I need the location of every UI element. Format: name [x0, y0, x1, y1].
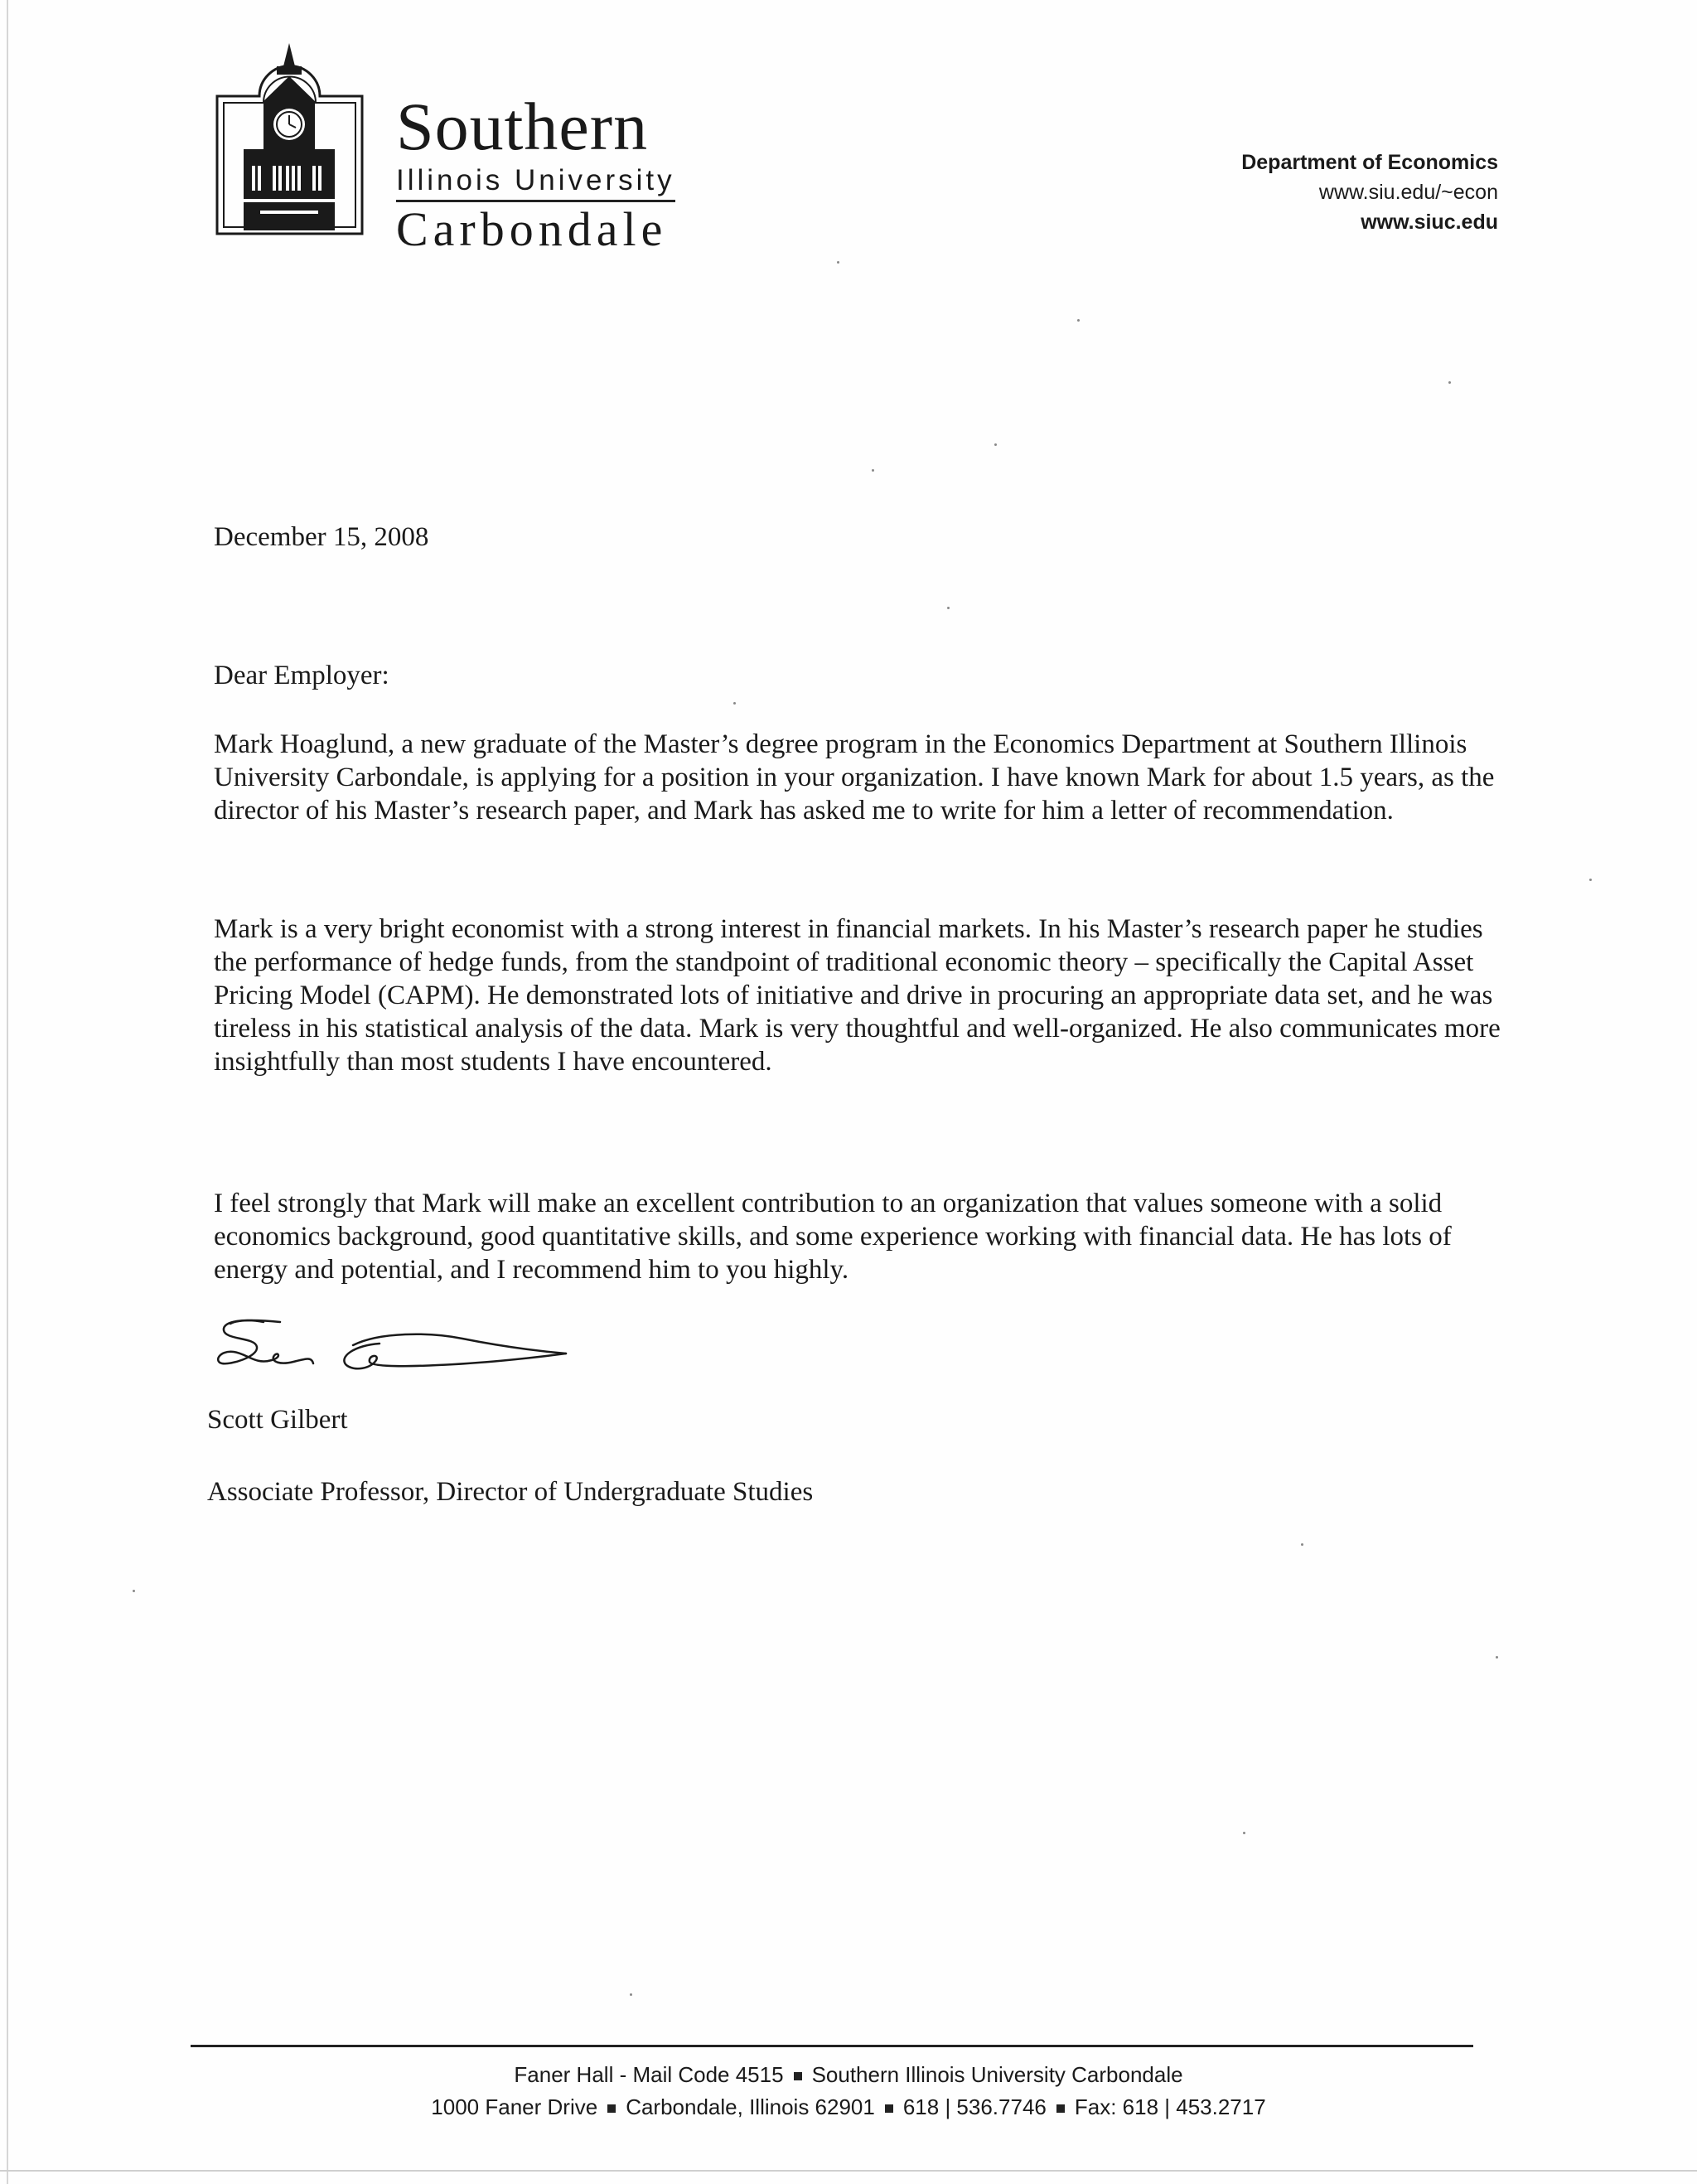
page-edge	[7, 0, 8, 2184]
bullet-separator	[607, 2104, 616, 2113]
clock-tower-logo-icon	[214, 41, 365, 236]
letter-date: December 15, 2008	[214, 522, 429, 552]
scan-speck	[1496, 1656, 1498, 1659]
footer-line-2	[0, 2092, 1697, 2122]
scan-speck	[1077, 319, 1080, 322]
footer-phone: 618 | 536.7746	[902, 2094, 1047, 2119]
footer-line-1	[0, 2060, 1697, 2090]
page-edge-bottom	[0, 2170, 1697, 2172]
wordmark-southern: Southern	[396, 89, 649, 164]
paragraph-assessment: Mark is a very bright economist with a strong interest in financial markets. In his Master’s research paper he studies the performance of hedge funds, from the standpoint of traditional economic theory – specifically the Capital Asset Pricing Model (CAPM). He demonstrated lots of initiative and drive in procuring an appropriate data set, and he was tireless in his statistical analysis of the data. Mark is very thoughtful and well-organized. He also communicates more insightfully than most students I have encountered.	[214, 914, 1501, 1077]
paragraph-recommendation: I feel strongly that Mark will make an excellent contribution to an organization that values someone with a solid economics background, good quantitative skills, and some experience working with financial data. He has lots of energy and potential, and I recommend him to you highly.	[214, 1189, 1452, 1285]
scan-speck	[1243, 1832, 1245, 1834]
scan-speck	[630, 1993, 632, 1996]
wordmark-carbondale: Carbondale	[396, 202, 668, 256]
scan-speck	[133, 1590, 135, 1592]
university-website[interactable]: www.siuc.edu	[1361, 211, 1498, 234]
department-website[interactable]: www.siu.edu/~econ	[1318, 181, 1498, 204]
university-wordmark	[396, 89, 675, 256]
bullet-separator	[1056, 2104, 1065, 2113]
bullet-separator	[885, 2104, 893, 2113]
scan-speck	[1589, 879, 1592, 881]
footer-mail-code: Faner Hall - Mail Code 4515	[514, 2062, 784, 2087]
footer-divider	[191, 2045, 1473, 2047]
scan-speck	[994, 443, 997, 446]
scan-speck	[872, 469, 874, 472]
footer-fax: Fax: 618 | 453.2717	[1074, 2094, 1266, 2119]
scan-speck	[1301, 1543, 1303, 1546]
footer-street: 1000 Faner Drive	[431, 2094, 598, 2119]
scan-speck	[1448, 381, 1451, 384]
salutation: Dear Employer:	[214, 661, 389, 690]
department-contact	[1241, 148, 1498, 237]
footer-city: Carbondale, Illinois 62901	[626, 2094, 875, 2119]
department-name: Department of Economics	[1241, 151, 1498, 174]
scan-speck	[947, 607, 950, 609]
handwritten-signature	[214, 1314, 578, 1397]
scan-speck	[837, 261, 839, 264]
signer-title: Associate Professor, Director of Undergraduate Studies	[207, 1477, 814, 1507]
scan-speck	[733, 702, 736, 705]
signer-name: Scott Gilbert	[207, 1405, 348, 1435]
footer-university: Southern Illinois University Carbondale	[811, 2062, 1183, 2087]
paragraph-introduction: Mark Hoaglund, a new graduate of the Master’s degree program in the Economics Department at Southern Illinois University Carbondale, is applying for a position in your organization. I have known Mark for about 1.5 years, as the director of his Master’s research paper, and Mark has asked me to write for him a letter of recommendation.	[214, 729, 1495, 826]
wordmark-illinois-university: Illinois University	[396, 164, 675, 202]
bullet-separator	[794, 2072, 802, 2080]
